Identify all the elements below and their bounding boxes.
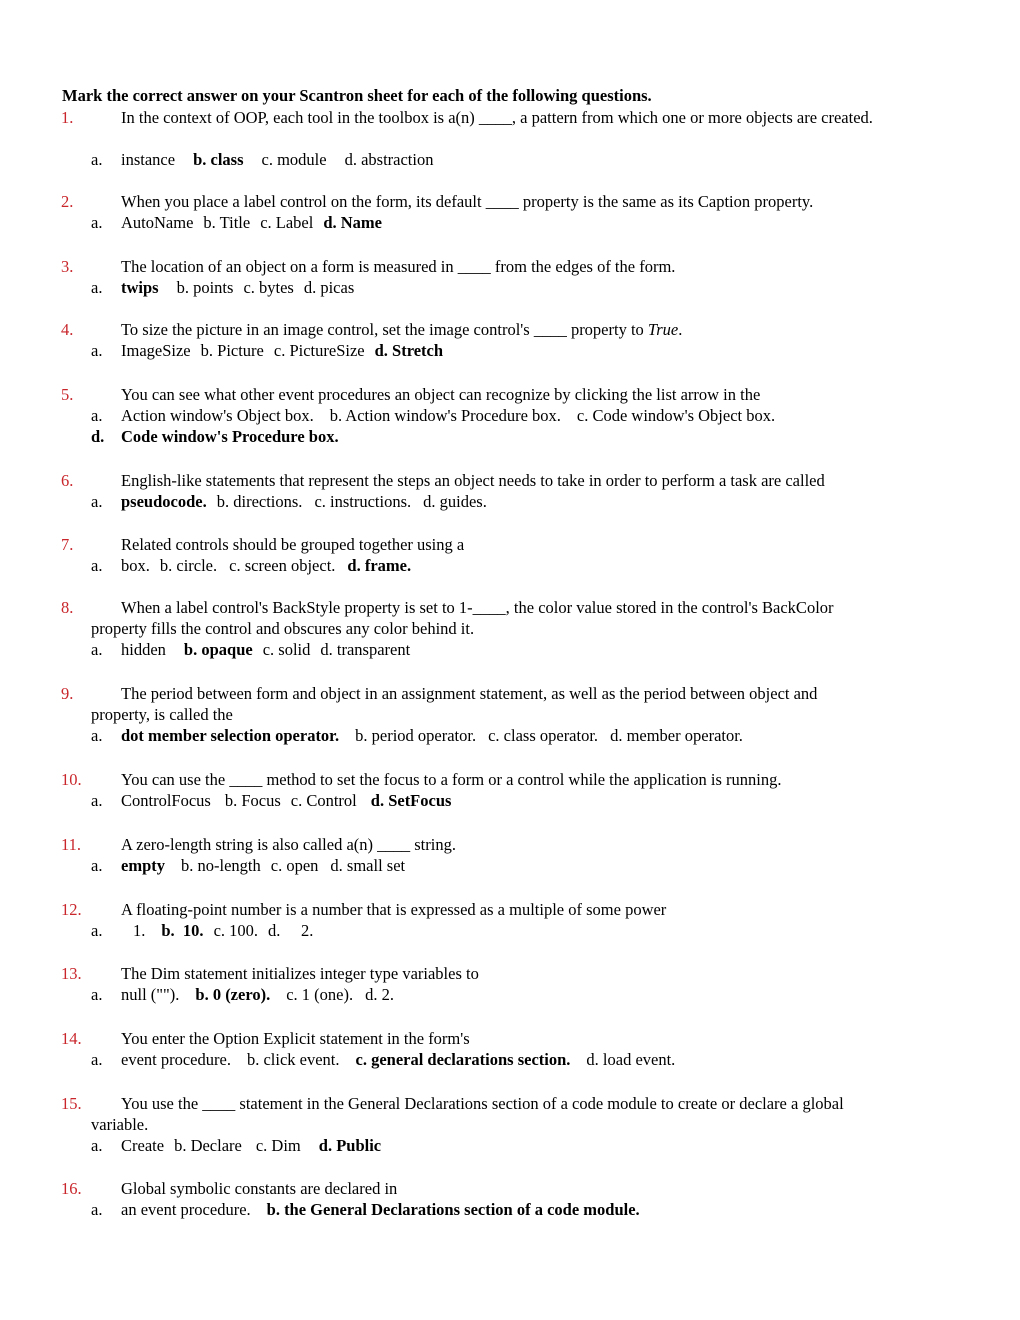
answer-option: d. abstraction	[344, 150, 434, 169]
question-number: 14.	[61, 1029, 82, 1048]
answer-option: c. module	[261, 150, 327, 169]
correct-answer-option: d. frame.	[347, 556, 412, 575]
question-stem-continued: property, is called the	[91, 705, 233, 724]
answer-option: d. load event.	[586, 1050, 676, 1069]
answer-option: c. instructions.	[314, 492, 412, 511]
question	[0, 1178, 1020, 1220]
answer-option: b. no-length	[181, 856, 261, 875]
question	[0, 1028, 1020, 1070]
question-stem: A floating-point number is a number that is expressed as a multiple of some power	[121, 900, 667, 919]
option-letter: a.	[91, 406, 103, 425]
answer-option: AutoName	[121, 213, 194, 232]
question-number: 6.	[61, 471, 74, 490]
answer-option: an event procedure.	[121, 1200, 251, 1219]
answer-option: b. directions.	[216, 492, 303, 511]
answer-option: hidden	[121, 640, 166, 659]
question-stem: Related controls should be grouped together using a	[121, 535, 465, 554]
answer-option: c. 100.	[213, 921, 259, 940]
answer-option: c. Code window's Object box.	[576, 406, 776, 425]
answer-option: c. open	[270, 856, 319, 875]
option-letter: a.	[91, 1136, 103, 1155]
option-letter: a.	[91, 492, 103, 511]
answer-option: c. Control	[290, 791, 357, 810]
correct-answer-option: pseudocode.	[121, 492, 207, 511]
question-stem: Global symbolic constants are declared in	[121, 1179, 398, 1198]
option-letter: a.	[91, 791, 103, 810]
answer-option: b. circle.	[159, 556, 218, 575]
question-stem: To size the picture in an image control, set the image control's ____ property to True.	[121, 320, 683, 339]
question	[0, 1093, 1020, 1156]
option-letter: a.	[91, 341, 103, 360]
answer-option: event procedure.	[121, 1050, 231, 1069]
option-letter: a.	[91, 640, 103, 659]
correct-answer-option: Code window's Procedure box.	[121, 427, 339, 446]
question	[0, 470, 1020, 512]
question-number: 5.	[61, 385, 74, 404]
question	[0, 384, 1020, 447]
correct-answer-option: dot member selection operator.	[121, 726, 340, 745]
answer-option: c. Dim	[255, 1136, 301, 1155]
answer-option: ImageSize	[121, 341, 191, 360]
question-number: 2.	[61, 192, 74, 211]
option-letter: a.	[91, 213, 103, 232]
question	[0, 834, 1020, 876]
correct-answer-option: b. class	[193, 150, 244, 169]
question	[0, 963, 1020, 1005]
answer-option: b. click event.	[246, 1050, 340, 1069]
question	[0, 107, 1020, 170]
question	[0, 319, 1020, 361]
option-letter: a.	[91, 921, 103, 940]
question-number: 4.	[61, 320, 74, 339]
answer-option: c. PictureSize	[273, 341, 365, 360]
question	[0, 769, 1020, 811]
answer-option: c. Label	[260, 213, 314, 232]
answer-option: b. points	[176, 278, 234, 297]
question-number: 10.	[61, 770, 82, 789]
answer-option: d. small set	[330, 856, 406, 875]
question-stem: You can see what other event procedures an object can recognize by clicking the list arrow in the	[121, 385, 761, 404]
question-number: 12.	[61, 900, 82, 919]
option-letter: d.	[91, 427, 105, 446]
answer-option: b. Focus	[224, 791, 281, 810]
option-letter: a.	[91, 278, 103, 297]
question-stem: A zero-length string is also called a(n) ____ string.	[121, 835, 456, 854]
option-letter: a.	[91, 985, 103, 1004]
stem-italic-term: True	[647, 320, 679, 339]
option-letter: a.	[91, 150, 103, 169]
question-number: 15.	[61, 1094, 82, 1113]
question-stem: When a label control's BackStyle property is set to 1-____, the color value stored in the control's BackColor	[121, 598, 834, 617]
question-number: 13.	[61, 964, 82, 983]
correct-answer-option: twips	[121, 278, 159, 297]
question-number: 1.	[61, 108, 74, 127]
answer-option: Create	[121, 1136, 165, 1155]
question-stem: In the context of OOP, each tool in the toolbox is a(n) ____, a pattern from which one or more objects are created.	[121, 108, 873, 127]
correct-answer-option: d. Name	[323, 213, 382, 232]
answer-option: c. bytes	[243, 278, 294, 297]
question-number: 16.	[61, 1179, 82, 1198]
question-stem-continued: property fills the control and obscures any color behind it.	[91, 619, 475, 638]
correct-answer-option: d. SetFocus	[370, 791, 452, 810]
question-stem: You can use the ____ method to set the focus to a form or a control while the application is running.	[121, 770, 782, 789]
answer-option: Action window's Object box.	[121, 406, 314, 425]
answer-option: c. screen object.	[229, 556, 336, 575]
correct-answer-option: d. Public	[318, 1136, 382, 1155]
instructions-heading: Mark the correct answer on your Scantron sheet for each of the following questions.	[62, 86, 652, 105]
option-letter: a.	[91, 1200, 103, 1219]
answer-option: instance	[121, 150, 176, 169]
answer-option: box.	[121, 556, 150, 575]
correct-answer-option: d. Stretch	[374, 341, 444, 360]
correct-answer-option: b. 0 (zero).	[195, 985, 271, 1004]
answer-option: d. guides.	[423, 492, 487, 511]
correct-answer-option: b. 10.	[161, 921, 204, 940]
question-stem: The location of an object on a form is measured in ____ from the edges of the form.	[121, 257, 676, 276]
question-stem: You use the ____ statement in the General Declarations section of a code module to create or declare a global	[121, 1094, 844, 1113]
question-stem-continued: variable.	[91, 1115, 149, 1134]
answer-option: ControlFocus	[121, 791, 211, 810]
answer-option: b. Action window's Procedure box.	[329, 406, 561, 425]
answer-option: b. Picture	[200, 341, 264, 360]
question	[0, 683, 1020, 746]
option-letter: a.	[91, 556, 103, 575]
answer-option: b. Declare	[174, 1136, 242, 1155]
question-number: 9.	[61, 684, 74, 703]
question	[0, 534, 1020, 576]
answer-option: b. period operator.	[355, 726, 477, 745]
answer-option: d. picas	[303, 278, 355, 297]
answer-option: b. Title	[203, 213, 251, 232]
correct-answer-option: empty	[121, 856, 165, 875]
answer-option: 1.	[133, 921, 146, 940]
question-stem: The Dim statement initializes integer type variables to	[121, 964, 479, 983]
question-stem: You enter the Option Explicit statement in the form's	[121, 1029, 470, 1048]
answer-option: d. 2.	[365, 985, 394, 1004]
option-letter: a.	[91, 1050, 103, 1069]
answer-option: d. transparent	[320, 640, 411, 659]
question	[0, 191, 1020, 233]
question-number: 3.	[61, 257, 74, 276]
answer-option: c. class operator.	[488, 726, 599, 745]
question-number: 8.	[61, 598, 74, 617]
correct-answer-option: b. the General Declarations section of a code module.	[266, 1200, 640, 1219]
correct-answer-option: b. opaque	[183, 640, 253, 659]
correct-answer-option: c. general declarations section.	[355, 1050, 571, 1069]
question	[0, 899, 1020, 941]
answer-option: d. 2.	[268, 921, 314, 940]
question-stem: English-like statements that represent the steps an object needs to take in order to perform a task are called	[121, 471, 825, 490]
option-letter: a.	[91, 726, 103, 745]
question-number: 7.	[61, 535, 74, 554]
question-stem: When you place a label control on the form, its default ____ property is the same as its Caption property.	[121, 192, 814, 211]
question	[0, 597, 1020, 660]
question-stem: The period between form and object in an assignment statement, as well as the period between object and	[121, 684, 818, 703]
option-letter: a.	[91, 856, 103, 875]
question-number: 11.	[61, 835, 82, 854]
answer-option: d. member operator.	[610, 726, 743, 745]
answer-option: c. 1 (one).	[286, 985, 354, 1004]
question	[0, 256, 1020, 298]
answer-option: null ("").	[121, 985, 180, 1004]
answer-option: c. solid	[262, 640, 311, 659]
